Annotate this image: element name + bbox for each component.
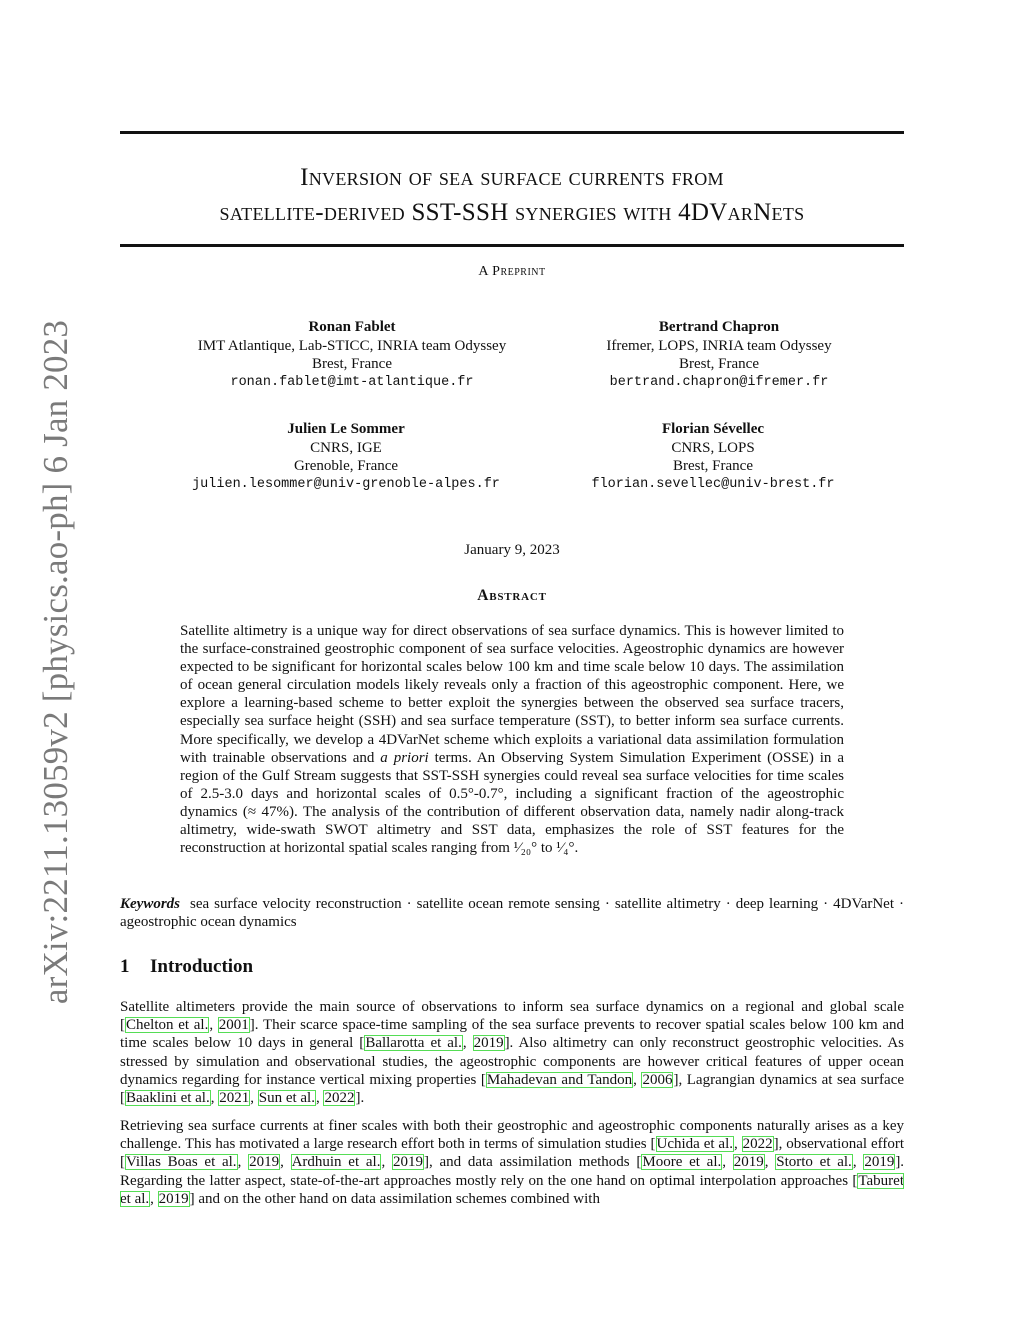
section-title: Introduction	[150, 956, 254, 977]
publication-date: January 9, 2023	[464, 542, 560, 558]
citation-link[interactable]: 2019	[249, 1154, 280, 1171]
abstract-body	[180, 622, 844, 857]
paragraph-text: Satellite altimeters provide the main source of observations to inform sea surface dynamics on a regional and global scale [	[120, 999, 904, 1034]
author-email[interactable]: florian.sevellec@univ-brest.fr	[591, 476, 835, 492]
author-name: Florian Sévellec	[661, 421, 765, 437]
citation-link[interactable]: 2019	[392, 1154, 423, 1171]
section-number: 1	[120, 956, 130, 977]
paragraph-text: ,	[462, 1035, 473, 1052]
paragraph-text: ]. Regarding the latter aspect, state-of-the-art approaches mostly rely on the one hand on optimal interpolation approaches [	[120, 1154, 905, 1189]
author-block-3	[176, 420, 516, 494]
paragraph-text: ,	[250, 1090, 258, 1107]
author-block-1	[172, 318, 532, 392]
paragraph-text: ,	[764, 1154, 776, 1171]
citation-link[interactable]: 2019	[473, 1035, 504, 1052]
citation-link[interactable]: Sun et al.	[258, 1090, 315, 1107]
arxiv-identifier-stamp: arXiv:2211.13059v2 [physics.ao-ph] 6 Jan 2023	[36, 319, 75, 1005]
author-email[interactable]: bertrand.chapron@ifremer.fr	[609, 374, 829, 390]
author-block-2	[578, 318, 860, 392]
title-line-2: satellite-derived SST-SSH synergies with 4DVarNets	[219, 199, 805, 226]
citation-link[interactable]: 2019	[864, 1154, 895, 1171]
citation-link[interactable]: 2022	[742, 1136, 773, 1153]
section-heading-introduction	[120, 956, 253, 978]
paragraph-text: ,	[381, 1154, 392, 1171]
citation-link[interactable]: Moore et al.	[642, 1154, 722, 1171]
author-block-4	[578, 420, 848, 494]
author-affiliation: CNRS, IGE	[310, 439, 382, 456]
citation-link[interactable]: Ballarotta et al.	[365, 1035, 462, 1052]
keywords	[120, 895, 904, 931]
paragraph-text: ,	[734, 1136, 742, 1153]
author-name: Ronan Fablet	[308, 319, 396, 335]
citation-link[interactable]: Villas Boas et al.	[126, 1154, 237, 1171]
author-email[interactable]: julien.lesommer@univ-grenoble-alpes.fr	[192, 476, 500, 492]
paragraph-text: ,	[237, 1154, 249, 1171]
paragraph-text: ,	[722, 1154, 733, 1171]
citation-link[interactable]: Ardhuin et al.	[291, 1154, 381, 1171]
paragraph-text: ].	[355, 1090, 365, 1107]
citation-link[interactable]: Uchida et al.	[656, 1136, 734, 1153]
author-location: Grenoble, France	[293, 458, 399, 474]
author-affiliation: IMT Atlantique, Lab-STICC, INRIA team Odyssey	[197, 337, 507, 354]
paragraph-text: ,	[209, 1017, 218, 1034]
author-location: Brest, France	[673, 458, 753, 474]
paragraph-text: ]. Also altimetry can only reconstruct geostrophic velocities. As stressed by simulation and observational studies, the ageostrophic components are however critical features of upper ocean dynamics regarding for instance vertical mixing properties [	[120, 1035, 905, 1088]
paragraph-text: ,	[633, 1071, 642, 1088]
title-bottom-rule	[120, 244, 904, 247]
abstract-text: terms. An Observing System Simulation Experiment (OSSE) in a region of the Gulf Stream suggests that SST-SSH synergies could reveal sea surface velocities for time scales of 2.5-3.0 days and horizontal scales of 0.5°-0.7°, including a significant fraction of the ageostrophic dynamics (≈ 47%). The analysis of the contribution of different observation data, namely nadir along-track altimetry, wide-swath SWOT altimetry and SST data, emphasizes the role of SST features for the reconstruction at horizontal spatial scales ranging from ¹⁄₂₀° to ¹⁄₄°.	[180, 749, 844, 857]
paragraph-text: ], observational effort [	[120, 1136, 905, 1171]
author-email[interactable]: ronan.fablet@imt-atlantique.fr	[230, 374, 474, 390]
paragraph-text: ,	[280, 1154, 291, 1171]
paragraph-text: ]. Their scarce space-time sampling of the sea surface prevents to recover spatial scales below 100 km and time scales below 10 days in general [	[120, 1017, 904, 1052]
abstract-italic-text: a priori	[380, 749, 429, 766]
author-location: Brest, France	[679, 356, 759, 372]
author-name: Julien Le Sommer	[287, 421, 405, 437]
abstract-text: Satellite altimetry is a unique way for direct observations of sea surface dynamics. This is however limited to the surface-constrained geostrophic component of sea surface velocities. Ageostrophic dynamics are however expected to be significant for horizontal scales below 100 km and time scale below 10 days. The assimilation of ocean general circulation models likely reveals only a fraction of this ageostrophic component. Here, we explore a learning-based scheme to better exploit the synergies between the observed sea surface tracers, especially sea surface height (SSH) and sea surface temperature (SST), to better inform sea surface currents. More specifically, we develop a 4DVarNet scheme which exploits a variational data assimilation formulation with trainable observations and	[180, 623, 844, 766]
citation-link[interactable]: 2019	[733, 1154, 764, 1171]
paragraph-text: ] and on the other hand on data assimilation schemes combined with	[189, 1190, 600, 1207]
preprint-label: A Preprint	[478, 264, 546, 279]
citation-link[interactable]: Chelton et al.	[126, 1017, 209, 1034]
paragraph-text: ,	[852, 1154, 864, 1171]
author-location: Brest, France	[312, 356, 392, 372]
citation-link[interactable]: Storto et al.	[776, 1154, 852, 1171]
citation-link[interactable]: 2019	[158, 1190, 189, 1207]
author-affiliation: CNRS, LOPS	[671, 439, 755, 456]
intro-paragraph-1	[120, 998, 904, 1107]
citation-link[interactable]: Mahadevan and Tandon	[486, 1071, 633, 1088]
author-name: Bertrand Chapron	[658, 319, 780, 335]
citation-link[interactable]: 2022	[324, 1090, 355, 1107]
citation-link[interactable]: Taburet et al.	[120, 1172, 904, 1207]
paragraph-text: Retrieving sea surface currents at finer scales with both their geostrophic and ageostrophic components naturally arises as a key challenge. This has motivated a large research effort both in terms of simulation studies [	[120, 1118, 904, 1153]
keywords-label: Keywords	[120, 896, 180, 912]
paragraph-text: ,	[210, 1090, 219, 1107]
paragraph-text: ,	[315, 1090, 324, 1107]
paragraph-text: ], and data assimilation methods [	[423, 1154, 642, 1171]
citation-link[interactable]: 2001	[218, 1017, 249, 1034]
paragraph-text: ], Lagrangian dynamics at sea surface [	[120, 1071, 905, 1107]
author-affiliation: Ifremer, LOPS, INRIA team Odyssey	[606, 337, 832, 354]
citation-link[interactable]: 2006	[642, 1071, 673, 1088]
intro-paragraph-2	[120, 1117, 904, 1208]
paper-title	[120, 160, 904, 230]
title-top-rule	[120, 131, 904, 134]
citation-link[interactable]: 2021	[219, 1090, 250, 1107]
abstract-heading: Abstract	[477, 587, 547, 604]
citation-link[interactable]: Baaklini et al.	[126, 1090, 210, 1107]
keywords-text: sea surface velocity reconstruction · satellite ocean remote sensing · satellite altimetry · deep learning · 4DVarNet · ageostrophic ocean dynamics	[120, 896, 905, 930]
title-line-1: Inversion of sea surface currents from	[300, 164, 724, 191]
paragraph-text: ,	[150, 1190, 158, 1207]
